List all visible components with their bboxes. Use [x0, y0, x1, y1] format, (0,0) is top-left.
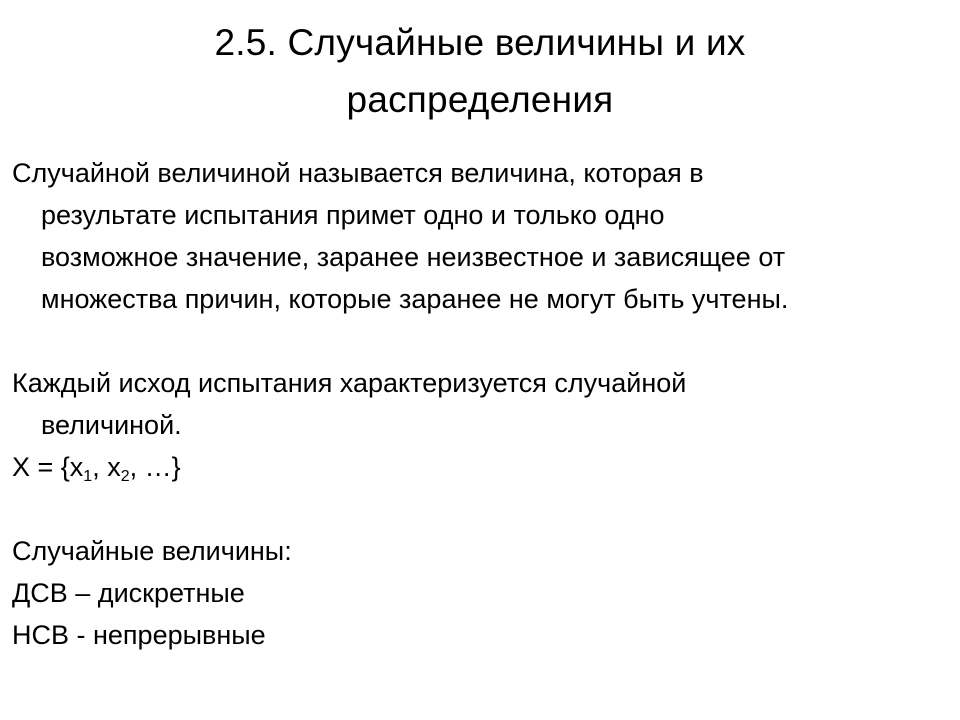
outcome-paragraph [12, 362, 942, 446]
type-continuous: НСВ - непрерывные [12, 620, 266, 650]
formula-subscript-2: 2 [120, 468, 130, 485]
definition-paragraph [12, 152, 942, 320]
type-discrete: ДСВ – дискретные [12, 578, 245, 608]
formula-subscript-1: 1 [83, 468, 93, 485]
formula-middle: , x [92, 452, 121, 482]
definition-line-4: множества причин, которые заранее не могут быть учтены. [41, 284, 789, 314]
slide-title-line-1: 2.5. Случайные величины и их [214, 22, 746, 63]
spacer [12, 488, 942, 530]
spacer [12, 320, 942, 362]
outcome-line-2: величиной. [41, 410, 182, 440]
outcome-line-1: Каждый исход испытания характеризуется случайной [12, 368, 687, 398]
slide-body [12, 152, 942, 656]
slide-title-line-2: распределения [346, 79, 614, 120]
random-variable-formula [12, 446, 942, 488]
formula-suffix: , …} [129, 452, 181, 482]
definition-line-2: результате испытания примет одно и только одно [41, 200, 665, 230]
formula-prefix: X = {x [12, 452, 84, 482]
definition-line-3: возможное значение, заранее неизвестное и зависящее от [41, 242, 786, 272]
definition-line-1: Случайной величиной называется величина, которая в [12, 158, 704, 188]
slide-title [60, 14, 900, 128]
types-heading: Случайные величины: [12, 536, 292, 566]
